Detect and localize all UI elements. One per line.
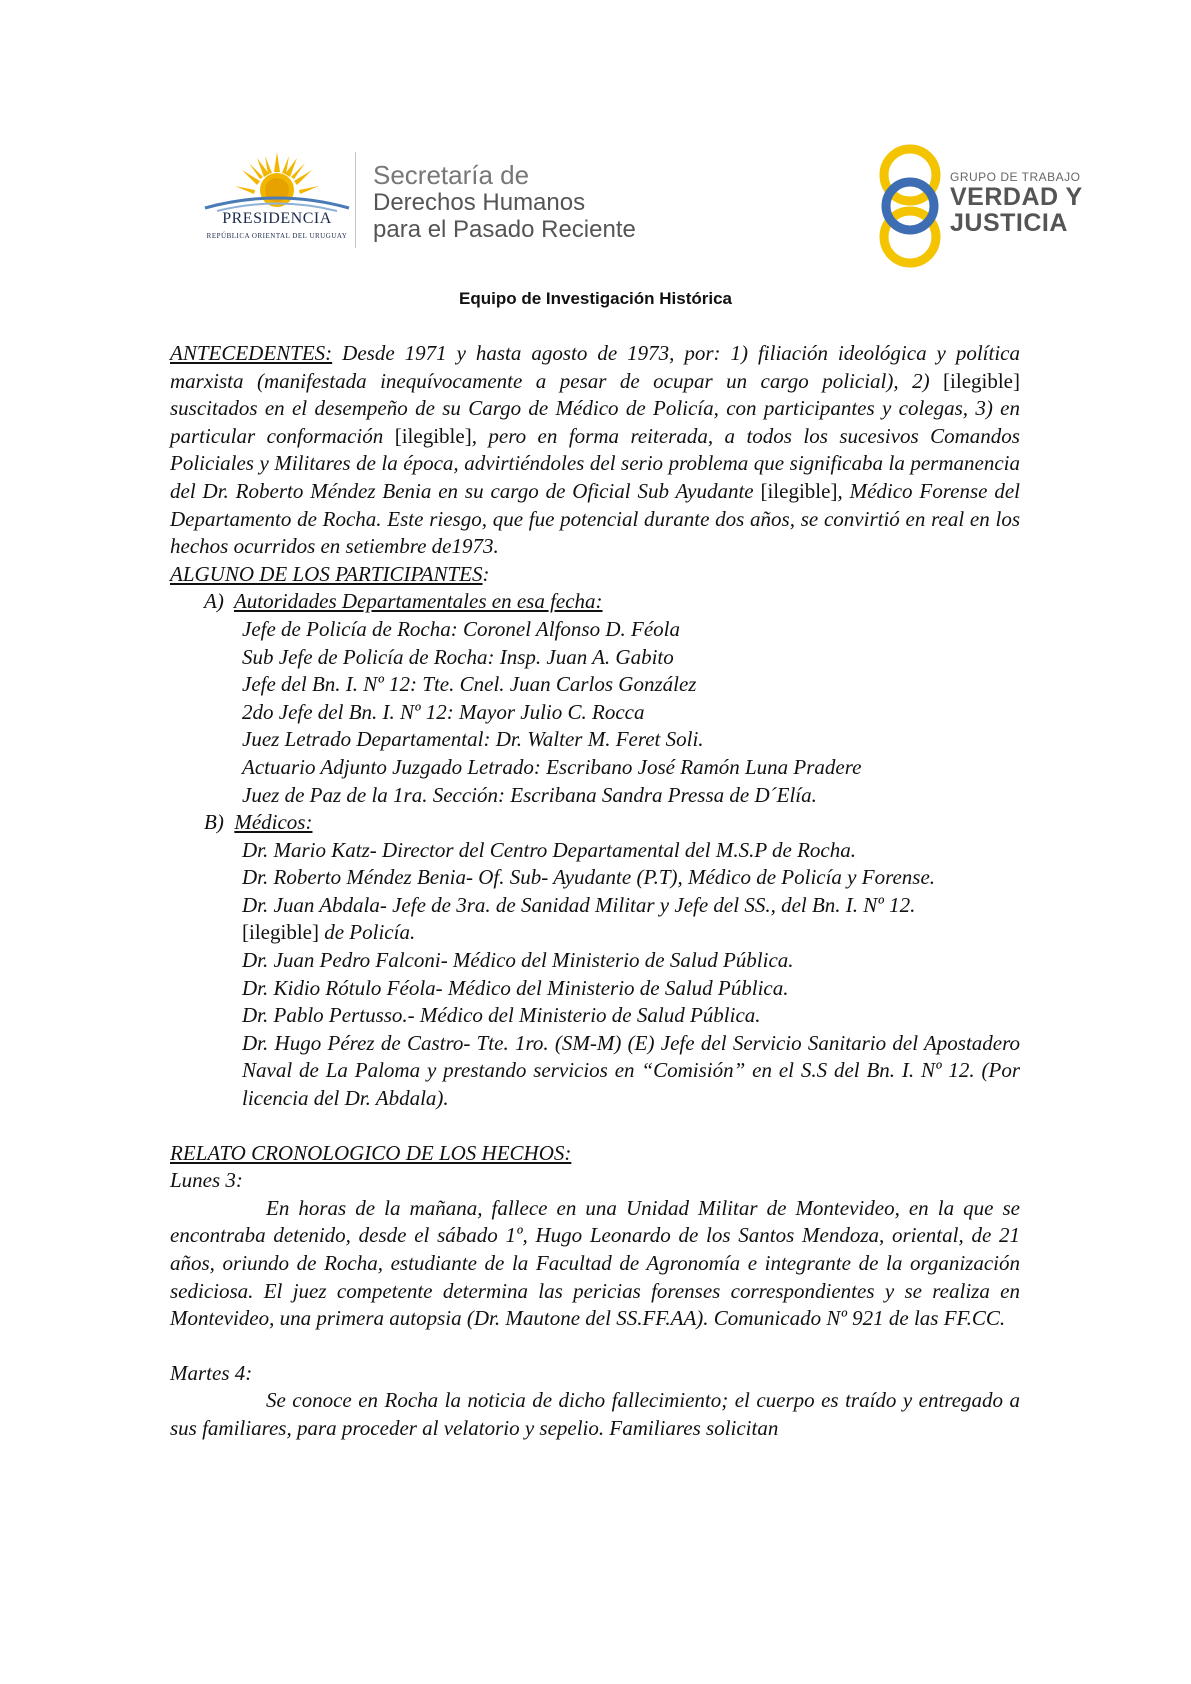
antecedentes-label: ANTECEDENTES:	[170, 341, 333, 365]
grupo-de-trabajo-label: GRUPO DE TRABAJO	[950, 170, 1081, 184]
lunes-paragraph: En horas de la mañana, fallece en una Unidad Militar de Montevideo, en la que se encontraba detenido, desde el sábado 1º, Hugo Leonardo de los Santos Mendoza, oriental, de 21 años, oriundo de Rocha, estudiante de la Facultad de Agronomía e integrante de la organización sediciosa. El juez competente determina las pericias forenses correspondientes y se realiza en Montevideo, una primera autopsia (Dr. Mautone del SS.FF.AA). Comunicado Nº 921 de las FF.CC.	[170, 1195, 1020, 1331]
relato-label: RELATO CRONOLOGICO DE LOS HECHOS:	[170, 1140, 572, 1165]
relato-heading	[170, 1140, 1020, 1168]
participantes-label: ALGUNO DE LOS PARTICIPANTES	[170, 561, 483, 586]
justicia-word: JUSTICIA	[950, 209, 1068, 237]
spacer	[170, 1333, 1020, 1360]
document-body	[170, 340, 1020, 1443]
list-item: Dr. Hugo Pérez de Castro- Tte. 1ro. (SM-M) (E) Jefe del Servicio Sanitario del Apostadero Naval de La Paloma y prestando servicios en “Comisión” en el S.S del Bn. I. Nº 12. (Por licencia del Dr. Abdala).	[242, 1030, 1020, 1111]
list-item: Dr. Juan Pedro Falconi- Médico del Ministerio de Salud Pública.	[242, 948, 794, 973]
secretaria-line-3: para el Pasado Reciente	[373, 216, 636, 243]
list-item	[242, 919, 1020, 947]
linked-rings-icon	[875, 142, 950, 272]
participantes-heading	[170, 561, 1020, 589]
list-item-text: de Policía.	[318, 920, 416, 945]
list-item: 2do Jefe del Bn. I. Nº 12: Mayor Julio C. Rocca	[242, 699, 645, 724]
list-item: Jefe de Policía de Rocha: Coronel Alfonso D. Féola	[242, 616, 680, 641]
section-b-title: Médicos:	[234, 810, 313, 835]
presidencia-logo	[197, 150, 357, 250]
list-item: Juez de Paz de la 1ra. Sección: Escribana Sandra Pressa de D´Elía.	[242, 782, 817, 807]
section-b-letter: B)	[204, 810, 224, 835]
participantes-colon: :	[482, 561, 490, 586]
antecedentes-text-1: Desde 1971 y hasta agosto de 1973, por: 1) filiación ideológica y política marxista (manifestada inequívocamente a pesar de ocupar un cargo policial), 2)	[170, 341, 1020, 393]
lunes-label: Lunes 3:	[170, 1168, 243, 1193]
verdad-justicia-wordmark	[950, 184, 1083, 236]
martes-paragraph: Se conoce en Rocha la noticia de dicho fallecimiento; el cuerpo es traído y entregado a sus familiares, para proceder al velatorio y sepelio. Familiares solicitan	[170, 1388, 1020, 1440]
list-item: Actuario Adjunto Juzgado Letrado: Escribano José Ramón Luna Pradere	[242, 754, 862, 779]
list-item: Juez Letrado Departamental: Dr. Walter M. Feret Soli.	[242, 727, 704, 752]
section-a-heading	[170, 588, 1020, 616]
list-item: Jefe del Bn. I. Nº 12: Tte. Cnel. Juan Carlos González	[242, 672, 697, 697]
antecedentes-text-4: , Médico Forense del Departamento de Rocha. Este riesgo, que fue potencial durante dos años, se convirtió en real en los hechos ocurridos en setiembre de1973.	[170, 478, 1020, 559]
list-item: Sub Jefe de Policía de Rocha: Insp. Juan A. Gabito	[242, 644, 674, 669]
martes-label: Martes 4:	[170, 1360, 253, 1385]
antecedentes-text-2: suscitados en el desempeño de su Cargo de Médico de Policía, con participantes y colegas, 3) en particular conformación	[170, 396, 1020, 448]
secretaria-line-1: Secretaría de	[373, 160, 530, 190]
antecedentes-text-3: , pero en forma reiterada, a todos los sucesivos Comandos Policiales y Militares de la época, advirtiéndoles del serio problema que significaba la permanencia del Dr. Roberto Méndez Benia en su cargo de Oficial Sub Ayudante	[170, 423, 1020, 503]
secretaria-line-2: Derechos Humanos	[373, 189, 586, 216]
list-item: Dr. Roberto Méndez Benia- Of. Sub- Ayudante (P.T), Médico de Policía y Forense.	[242, 865, 936, 890]
section-a-list	[170, 616, 1020, 809]
illegible-mark: [ilegible]	[394, 423, 472, 448]
section-b-list	[170, 837, 1020, 1113]
list-item: Dr. Mario Katz- Director del Centro Departamental del M.S.P de Rocha.	[242, 837, 856, 862]
verdad-justicia-logo	[875, 142, 1095, 272]
list-item: Dr. Kidio Rótulo Féola- Médico del Ministerio de Salud Pública.	[242, 975, 789, 1000]
illegible-mark: [ilegible]	[943, 368, 1020, 393]
letterhead-divider	[355, 152, 356, 248]
section-a-letter: A)	[204, 589, 224, 614]
secretaria-title	[373, 162, 636, 243]
section-a-title: Autoridades Departamentales en esa fecha:	[233, 589, 603, 614]
section-b-heading	[170, 809, 1020, 837]
verdad-word: VERDAD Y	[950, 183, 1083, 211]
illegible-mark: [ilegible]	[760, 478, 838, 503]
spacer	[170, 1113, 1020, 1140]
presidencia-text: PRESIDENCIA	[222, 210, 332, 227]
letterhead	[0, 150, 1191, 270]
sun-emblem-icon	[197, 150, 357, 212]
presidencia-subtitle: REPÚBLICA ORIENTAL DEL URUGUAY	[206, 232, 348, 240]
document-title: Equipo de Investigación Histórica	[459, 289, 732, 308]
list-item: Dr. Pablo Pertusso.- Médico del Ministerio de Salud Pública.	[242, 1003, 761, 1028]
antecedentes-paragraph	[170, 340, 1020, 561]
illegible-mark: [ilegible]	[242, 920, 319, 945]
list-item: Dr. Juan Abdala- Jefe de 3ra. de Sanidad Militar y Jefe del SS., del Bn. I. Nº 12.	[242, 892, 916, 917]
